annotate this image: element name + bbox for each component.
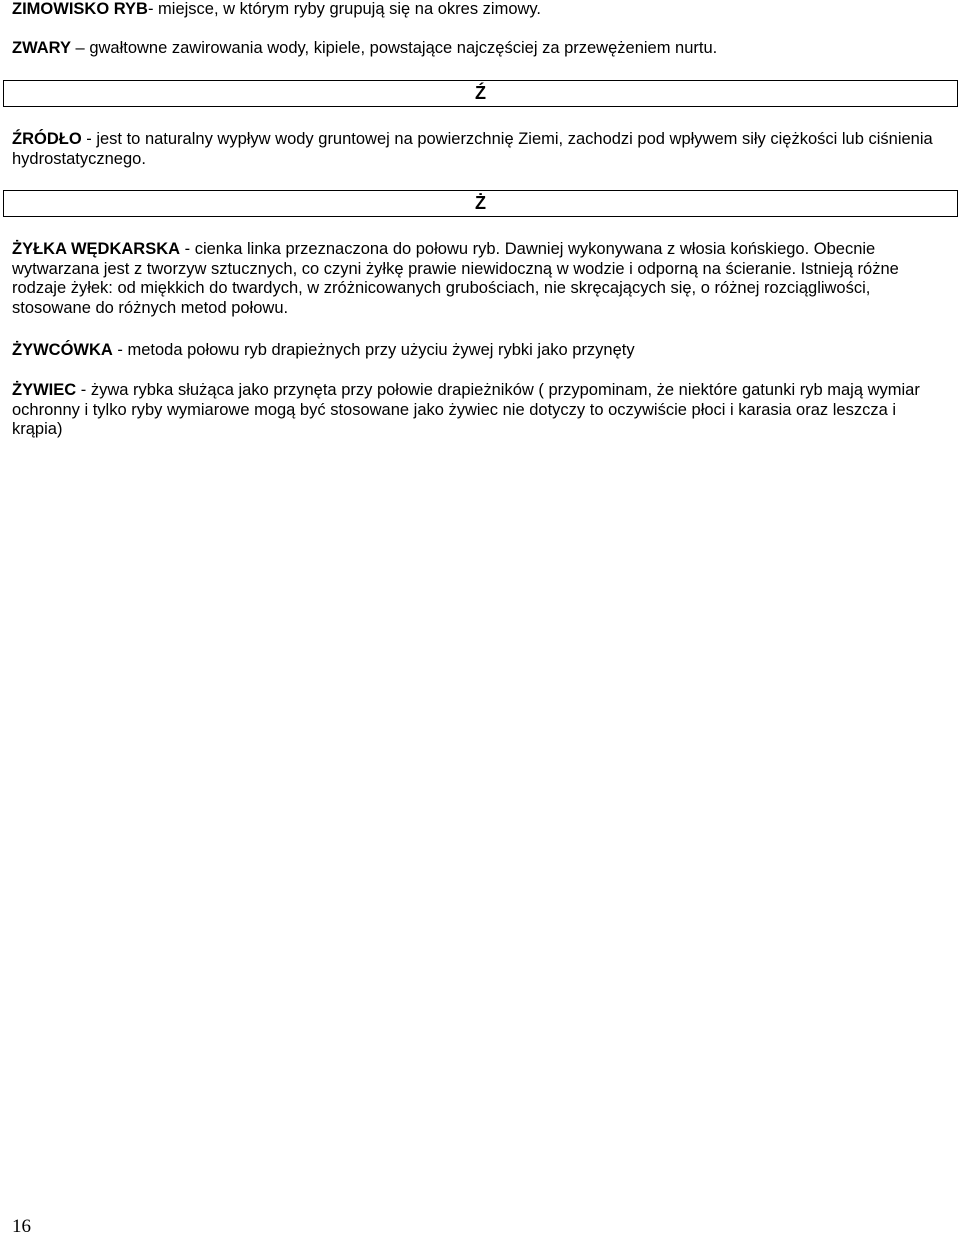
- section-letter-header: [3, 190, 958, 217]
- entry-term: ŻYWCÓWKA: [12, 341, 113, 359]
- entry-zimowisko-ryb: [12, 0, 942, 20]
- entry-definition: - cienka linka przeznaczona do połowu ryb. Dawniej wykonywana z włosia końskiego. Obecnie wytwarzana jest z tworzyw sztucznych, co czyni żyłkę prawie niewidoczną w wodzie i odporną na ścieranie. Istnieją różne rodzaje żyłek: od miękkich do twardych, w zróżnicowanych grubościach, nie skręcających się, o różnej rozciągliwości, stosowane do różnych metod połowu.: [12, 240, 899, 317]
- entry-definition: - jest to naturalny wypływ wody gruntowej na powierzchnię Ziemi, zachodzi pod wpływem siły ciężkości lub ciśnienia hydrostatycznego.: [12, 130, 933, 168]
- page-number: 16: [12, 1216, 31, 1237]
- entry-definition: - żywa rybka służąca jako przynęta przy połowie drapieżników ( przypominam, że niektóre gatunki ryb mają wymiar ochronny i tylko ryby wymiarowe mogą być stosowane jako żywiec nie dotyczy to oczywiście płoci i karasia oraz leszcza i krąpia): [12, 381, 920, 439]
- entry-term: ZIMOWISKO RYB: [12, 0, 148, 18]
- entry-term: ŻYŁKA WĘDKARSKA: [12, 240, 181, 258]
- entry-definition: – gwałtowne zawirowania wody, kipiele, powstające najczęściej za przewężeniem nurtu.: [70, 39, 718, 57]
- entry-zrodlo: [12, 130, 942, 169]
- section-letter-header: [3, 80, 958, 107]
- entry-definition: - metoda połowu ryb drapieżnych przy użyciu żywej rybki jako przynęty: [112, 341, 635, 359]
- entry-zwary: [12, 39, 942, 59]
- entry-definition: - miejsce, w którym ryby grupują się na okres zimowy.: [147, 0, 542, 18]
- entry-term: ŹRÓDŁO: [12, 130, 82, 148]
- entry-zywiec: [12, 381, 942, 440]
- entry-zywcowka: [12, 341, 942, 361]
- section-letter: Ź: [475, 83, 486, 103]
- entry-term: ZWARY: [12, 39, 71, 57]
- entry-zylka-wedkarska: [12, 240, 942, 318]
- section-letter: Ż: [475, 193, 486, 213]
- entry-term: ŻYWIEC: [12, 381, 77, 399]
